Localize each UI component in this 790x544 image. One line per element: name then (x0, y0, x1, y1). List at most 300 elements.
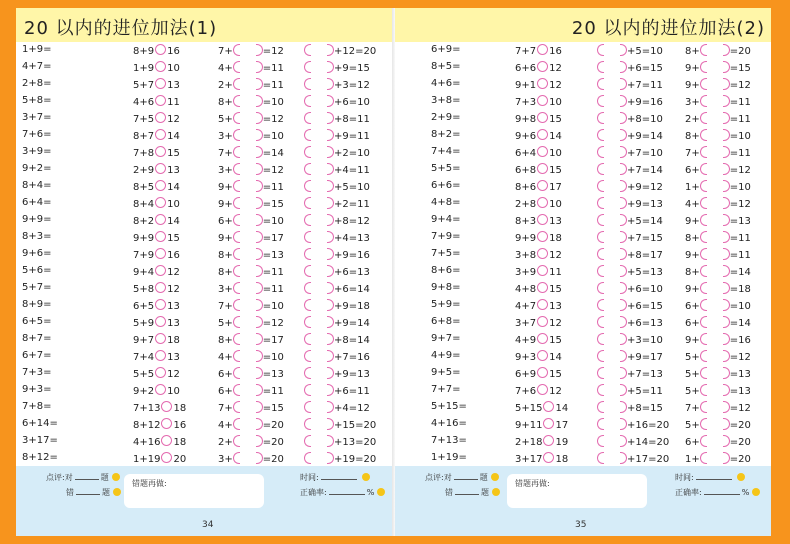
compare-circle[interactable] (537, 265, 548, 276)
answer-blank-right[interactable] (256, 180, 263, 192)
answer-blank-right[interactable] (256, 44, 263, 56)
answer-blank-left[interactable] (304, 197, 311, 209)
answer-blank-right[interactable] (723, 401, 730, 413)
answer-blank-right[interactable] (256, 350, 263, 362)
answer-blank-left[interactable] (233, 418, 240, 430)
answer-blank-left[interactable] (597, 78, 604, 90)
answer-blank-left[interactable] (597, 129, 604, 141)
answer-blank-left[interactable] (700, 197, 707, 209)
answer-blank-left[interactable] (233, 316, 240, 328)
answer-blank-left[interactable] (700, 146, 707, 158)
expression-text: 8+5 (133, 182, 155, 193)
compare-circle[interactable] (155, 78, 166, 89)
answer-blank-right[interactable] (620, 350, 627, 362)
expression-text: 8+2 (133, 216, 155, 227)
exercise-item (22, 248, 51, 260)
answer-blank-right[interactable] (620, 146, 627, 158)
answer-blank-left[interactable] (700, 180, 707, 192)
answer-blank-left[interactable] (700, 265, 707, 277)
answer-blank-right[interactable] (723, 95, 730, 107)
answer-blank-right[interactable] (256, 333, 263, 345)
answer-blank-left[interactable] (597, 95, 604, 107)
compare-circle[interactable] (155, 316, 166, 327)
answer-blank-right[interactable] (256, 129, 263, 141)
exercise-item (22, 129, 51, 141)
answer-blank-right[interactable] (256, 401, 263, 413)
answer-blank-left[interactable] (233, 146, 240, 158)
addend-text: 3+ (685, 97, 700, 108)
exercise-item (304, 180, 370, 194)
answer-blank-left[interactable] (304, 350, 311, 362)
answer-blank-right[interactable] (327, 435, 334, 447)
answer-blank-right[interactable] (723, 367, 730, 379)
answer-blank-left[interactable] (700, 384, 707, 396)
compare-circle[interactable] (155, 333, 166, 344)
answer-blank-right[interactable] (327, 265, 334, 277)
answer-blank-right[interactable] (256, 214, 263, 226)
answer-blank-right[interactable] (620, 214, 627, 226)
exercise-item (431, 265, 460, 277)
answer-blank-left[interactable] (304, 163, 311, 175)
compare-circle[interactable] (543, 401, 554, 412)
compare-circle[interactable] (537, 78, 548, 89)
answer-blank-left[interactable] (597, 299, 604, 311)
time-label: 时间: (675, 472, 745, 483)
answer-blank-left[interactable] (304, 95, 311, 107)
compare-circle[interactable] (537, 384, 548, 395)
result-text: =11 (262, 386, 284, 397)
answer-blank-left[interactable] (304, 78, 311, 90)
compare-circle[interactable] (161, 418, 172, 429)
answer-blank-right[interactable] (620, 282, 627, 294)
answer-blank-left[interactable] (233, 401, 240, 413)
expression-text: +4=11 (334, 165, 370, 176)
compare-circle[interactable] (155, 163, 166, 174)
compare-circle[interactable] (155, 61, 166, 72)
exercise-item (515, 265, 562, 279)
answer-blank-left[interactable] (597, 282, 604, 294)
answer-blank-left[interactable] (304, 299, 311, 311)
answer-blank-right[interactable] (620, 316, 627, 328)
answer-blank-left[interactable] (304, 384, 311, 396)
compare-circle[interactable] (155, 44, 166, 55)
answer-blank-right[interactable] (327, 333, 334, 345)
answer-blank-right[interactable] (256, 384, 263, 396)
answer-blank-left[interactable] (597, 452, 604, 464)
answer-blank-right[interactable] (620, 180, 627, 192)
answer-blank-right[interactable] (723, 231, 730, 243)
answer-blank-left[interactable] (597, 367, 604, 379)
compare-circle[interactable] (537, 163, 548, 174)
compare-circle[interactable] (155, 146, 166, 157)
expression-text: 3+17= (22, 435, 58, 446)
answer-blank-left[interactable] (304, 180, 311, 192)
answer-blank-left[interactable] (304, 129, 311, 141)
exercise-item (685, 367, 751, 381)
answer-blank-right[interactable] (620, 265, 627, 277)
compare-value: 10 (549, 97, 562, 108)
answer-blank-right[interactable] (723, 78, 730, 90)
compare-circle[interactable] (537, 95, 548, 106)
answer-blank-right[interactable] (620, 44, 627, 56)
answer-blank-left[interactable] (700, 231, 707, 243)
answer-blank-left[interactable] (233, 197, 240, 209)
answer-blank-right[interactable] (723, 214, 730, 226)
answer-blank-left[interactable] (233, 265, 240, 277)
answer-blank-right[interactable] (256, 61, 263, 73)
compare-circle[interactable] (155, 95, 166, 106)
answer-blank-left[interactable] (233, 214, 240, 226)
answer-blank-left[interactable] (304, 401, 311, 413)
answer-blank-right[interactable] (723, 112, 730, 124)
answer-blank-right[interactable] (723, 282, 730, 294)
answer-blank-left[interactable] (233, 129, 240, 141)
compare-circle[interactable] (537, 180, 548, 191)
compare-value: 11 (167, 97, 180, 108)
answer-blank-left[interactable] (304, 418, 311, 430)
answer-blank-right[interactable] (723, 44, 730, 56)
answer-blank-right[interactable] (327, 452, 334, 464)
answer-blank-left[interactable] (700, 282, 707, 294)
answer-blank-right[interactable] (327, 129, 334, 141)
compare-circle[interactable] (537, 146, 548, 157)
answer-blank-left[interactable] (304, 452, 311, 464)
answer-blank-left[interactable] (700, 452, 707, 464)
answer-blank-right[interactable] (723, 452, 730, 464)
answer-blank-right[interactable] (620, 299, 627, 311)
answer-blank-left[interactable] (233, 163, 240, 175)
answer-blank-right[interactable] (620, 231, 627, 243)
expression-text: +7=10 (627, 148, 663, 159)
addend-text: 5+ (685, 386, 700, 397)
answer-blank-left[interactable] (233, 61, 240, 73)
answer-blank-left[interactable] (700, 367, 707, 379)
compare-circle[interactable] (155, 282, 166, 293)
compare-circle[interactable] (537, 214, 548, 225)
answer-blank-left[interactable] (700, 129, 707, 141)
answer-blank-right[interactable] (256, 452, 263, 464)
answer-blank-right[interactable] (327, 231, 334, 243)
answer-blank-left[interactable] (700, 61, 707, 73)
answer-blank-right[interactable] (620, 435, 627, 447)
answer-blank-right[interactable] (327, 384, 334, 396)
answer-blank-right[interactable] (327, 78, 334, 90)
answer-blank-right[interactable] (256, 197, 263, 209)
redo-label: 错题再做: (515, 479, 550, 488)
answer-blank-right[interactable] (327, 197, 334, 209)
answer-blank-left[interactable] (597, 265, 604, 277)
page-number: 35 (575, 520, 587, 530)
compare-value: 16 (173, 420, 187, 431)
answer-blank-right[interactable] (723, 316, 730, 328)
answer-blank-left[interactable] (700, 418, 707, 430)
answer-blank-right[interactable] (256, 265, 263, 277)
answer-blank-right[interactable] (620, 197, 627, 209)
answer-blank-right[interactable] (256, 112, 263, 124)
redo-wrong-box[interactable] (507, 474, 647, 508)
compare-circle[interactable] (155, 214, 166, 225)
answer-blank-right[interactable] (327, 282, 334, 294)
compare-circle[interactable] (543, 435, 554, 446)
answer-blank-left[interactable] (700, 248, 707, 260)
answer-blank-left[interactable] (233, 299, 240, 311)
answer-blank-right[interactable] (620, 384, 627, 396)
compare-value: 15 (549, 335, 562, 346)
answer-blank-left[interactable] (233, 367, 240, 379)
answer-blank-left[interactable] (700, 214, 707, 226)
answer-blank-right[interactable] (620, 452, 627, 464)
compare-circle[interactable] (543, 418, 554, 429)
compare-circle[interactable] (537, 333, 548, 344)
answer-blank-left[interactable] (304, 282, 311, 294)
answer-blank-left[interactable] (597, 384, 604, 396)
answer-blank-right[interactable] (620, 248, 627, 260)
exercise-item (304, 282, 370, 296)
answer-blank-left[interactable] (597, 435, 604, 447)
answer-blank-left[interactable] (597, 333, 604, 345)
answer-blank-right[interactable] (620, 78, 627, 90)
compare-circle[interactable] (537, 350, 548, 361)
answer-blank-right[interactable] (723, 384, 730, 396)
answer-blank-right[interactable] (327, 214, 334, 226)
answer-blank-left[interactable] (304, 333, 311, 345)
answer-blank-right[interactable] (327, 163, 334, 175)
exercise-item (133, 231, 180, 245)
answer-blank-left[interactable] (304, 44, 311, 56)
exercise-item (597, 44, 663, 58)
answer-blank-left[interactable] (304, 214, 311, 226)
expression-text: 8+9 (133, 46, 155, 57)
answer-blank-right[interactable] (620, 95, 627, 107)
answer-blank-right[interactable] (327, 61, 334, 73)
compare-circle[interactable] (155, 112, 166, 123)
answer-blank-left[interactable] (700, 44, 707, 56)
answer-blank-left[interactable] (597, 214, 604, 226)
compare-circle[interactable] (537, 231, 548, 242)
exercise-item (218, 333, 284, 347)
answer-blank-right[interactable] (723, 435, 730, 447)
compare-circle[interactable] (537, 282, 548, 293)
answer-blank-right[interactable] (620, 367, 627, 379)
exercise-item (515, 61, 562, 75)
answer-blank-left[interactable] (304, 435, 311, 447)
exercise-item (218, 44, 284, 58)
answer-blank-right[interactable] (620, 112, 627, 124)
exercise-item (218, 350, 284, 364)
answer-blank-left[interactable] (304, 61, 311, 73)
answer-blank-right[interactable] (327, 367, 334, 379)
answer-blank-left[interactable] (304, 265, 311, 277)
answer-blank-left[interactable] (597, 163, 604, 175)
answer-blank-left[interactable] (597, 197, 604, 209)
answer-blank-left[interactable] (700, 316, 707, 328)
answer-blank-left[interactable] (700, 78, 707, 90)
answer-blank-right[interactable] (256, 78, 263, 90)
answer-blank-right[interactable] (256, 367, 263, 379)
answer-blank-left[interactable] (233, 95, 240, 107)
answer-blank-right[interactable] (723, 333, 730, 345)
answer-blank-left[interactable] (233, 452, 240, 464)
compare-value: 10 (549, 148, 562, 159)
exercise-item (304, 418, 376, 432)
answer-blank-right[interactable] (256, 418, 263, 430)
answer-blank-right[interactable] (256, 435, 263, 447)
answer-blank-right[interactable] (723, 146, 730, 158)
compare-circle[interactable] (537, 248, 548, 259)
compare-circle[interactable] (155, 180, 166, 191)
result-text: =14 (729, 318, 751, 329)
answer-blank-left[interactable] (304, 316, 311, 328)
answer-blank-left[interactable] (233, 44, 240, 56)
answer-blank-right[interactable] (723, 418, 730, 430)
answer-blank-left[interactable] (597, 146, 604, 158)
answer-blank-right[interactable] (327, 401, 334, 413)
answer-blank-right[interactable] (723, 129, 730, 141)
compare-circle[interactable] (537, 367, 548, 378)
exercise-item (515, 418, 568, 432)
compare-circle[interactable] (155, 197, 166, 208)
answer-blank-left[interactable] (304, 367, 311, 379)
compare-circle[interactable] (537, 61, 548, 72)
answer-blank-left[interactable] (597, 112, 604, 124)
expression-text: 4+7 (515, 301, 537, 312)
exercise-item (685, 163, 751, 177)
answer-blank-left[interactable] (233, 248, 240, 260)
answer-blank-left[interactable] (700, 350, 707, 362)
answer-blank-left[interactable] (700, 333, 707, 345)
compare-circle[interactable] (155, 129, 166, 140)
answer-blank-left[interactable] (233, 112, 240, 124)
compare-circle[interactable] (161, 435, 172, 446)
answer-blank-left[interactable] (304, 112, 311, 124)
answer-blank-left[interactable] (233, 180, 240, 192)
answer-blank-left[interactable] (597, 231, 604, 243)
answer-blank-right[interactable] (723, 299, 730, 311)
compare-circle[interactable] (155, 299, 166, 310)
answer-blank-right[interactable] (620, 163, 627, 175)
answer-blank-left[interactable] (233, 282, 240, 294)
answer-blank-right[interactable] (327, 316, 334, 328)
answer-blank-right[interactable] (327, 146, 334, 158)
answer-blank-right[interactable] (327, 418, 334, 430)
answer-blank-left[interactable] (304, 248, 311, 260)
compare-value: 19 (555, 437, 569, 448)
exercise-item (515, 350, 562, 364)
exercise-item (431, 248, 460, 260)
answer-blank-left[interactable] (597, 350, 604, 362)
answer-blank-left[interactable] (304, 146, 311, 158)
answer-blank-left[interactable] (700, 401, 707, 413)
compare-circle[interactable] (537, 112, 548, 123)
answer-blank-left[interactable] (233, 333, 240, 345)
compare-circle[interactable] (537, 44, 548, 55)
answer-blank-right[interactable] (327, 95, 334, 107)
answer-blank-right[interactable] (256, 146, 263, 158)
answer-blank-right[interactable] (256, 248, 263, 260)
compare-circle[interactable] (161, 401, 172, 412)
compare-circle[interactable] (155, 350, 166, 361)
answer-blank-left[interactable] (233, 384, 240, 396)
expression-text: 7+5= (431, 248, 461, 259)
answer-blank-right[interactable] (723, 197, 730, 209)
compare-circle[interactable] (155, 367, 166, 378)
answer-blank-left[interactable] (597, 248, 604, 260)
answer-blank-right[interactable] (620, 61, 627, 73)
answer-blank-right[interactable] (327, 112, 334, 124)
answer-blank-right[interactable] (256, 299, 263, 311)
answer-blank-left[interactable] (304, 231, 311, 243)
answer-blank-right[interactable] (256, 282, 263, 294)
result-text: =11 (729, 148, 751, 159)
compare-circle[interactable] (155, 384, 166, 395)
answer-blank-left[interactable] (233, 78, 240, 90)
compare-circle[interactable] (537, 129, 548, 140)
compare-circle[interactable] (537, 197, 548, 208)
exercise-item (597, 129, 663, 143)
compare-circle[interactable] (543, 452, 554, 463)
answer-blank-left[interactable] (233, 231, 240, 243)
exercise-item (218, 401, 284, 415)
answer-blank-right[interactable] (327, 44, 334, 56)
answer-blank-right[interactable] (256, 316, 263, 328)
compare-circle[interactable] (155, 231, 166, 242)
answer-blank-left[interactable] (597, 44, 604, 56)
answer-blank-right[interactable] (327, 248, 334, 260)
addend-text: 1+ (685, 454, 700, 465)
answer-blank-right[interactable] (620, 401, 627, 413)
answer-blank-right[interactable] (723, 61, 730, 73)
answer-blank-right[interactable] (256, 163, 263, 175)
answer-blank-right[interactable] (723, 350, 730, 362)
compare-circle[interactable] (537, 299, 548, 310)
answer-blank-right[interactable] (723, 265, 730, 277)
answer-blank-left[interactable] (700, 112, 707, 124)
answer-blank-right[interactable] (327, 350, 334, 362)
answer-blank-right[interactable] (256, 95, 263, 107)
answer-blank-right[interactable] (723, 180, 730, 192)
compare-circle[interactable] (155, 265, 166, 276)
expression-text: 4+16 (133, 437, 161, 448)
compare-circle[interactable] (161, 452, 172, 463)
exercise-item (685, 435, 751, 449)
answer-blank-left[interactable] (597, 418, 604, 430)
redo-wrong-box[interactable] (124, 474, 264, 508)
exercise-item (685, 231, 751, 245)
result-text: =11 (729, 233, 751, 244)
answer-blank-right[interactable] (256, 231, 263, 243)
answer-blank-left[interactable] (700, 299, 707, 311)
answer-blank-right[interactable] (327, 180, 334, 192)
answer-blank-left[interactable] (700, 163, 707, 175)
answer-blank-right[interactable] (620, 129, 627, 141)
answer-blank-right[interactable] (723, 163, 730, 175)
compare-circle[interactable] (537, 316, 548, 327)
answer-blank-right[interactable] (723, 248, 730, 260)
answer-blank-right[interactable] (327, 299, 334, 311)
compare-circle[interactable] (155, 248, 166, 259)
answer-blank-left[interactable] (700, 95, 707, 107)
answer-blank-left[interactable] (597, 316, 604, 328)
answer-blank-right[interactable] (620, 333, 627, 345)
answer-blank-left[interactable] (597, 401, 604, 413)
answer-blank-left[interactable] (700, 435, 707, 447)
answer-blank-right[interactable] (620, 418, 627, 430)
answer-blank-left[interactable] (597, 61, 604, 73)
answer-blank-left[interactable] (233, 350, 240, 362)
title-bar (395, 8, 771, 42)
answer-blank-left[interactable] (233, 435, 240, 447)
answer-blank-left[interactable] (597, 180, 604, 192)
